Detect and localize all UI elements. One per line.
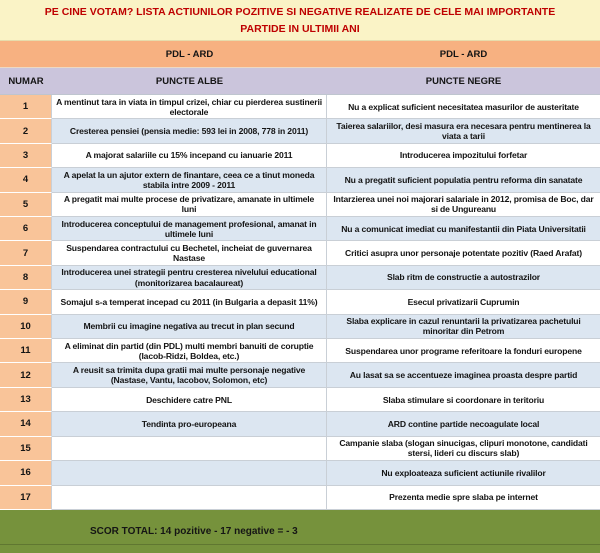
positive-point: A apelat la un ajutor extern de finantare, ceea ce a tinut moneda stabila intre 2009 - 2011	[52, 168, 327, 192]
positive-point: A eliminat din partid (din PDL) multi membri banuiti de coruptie (Iacob-Ridzi, Boldea, etc.)	[52, 339, 327, 363]
positive-point	[52, 437, 327, 461]
table-row	[0, 437, 600, 461]
column-header-negative: PUNCTE NEGRE	[425, 75, 502, 87]
negative-point: Nu exploateaza suficient actiunile rivalilor	[327, 461, 600, 485]
row-number: 14	[0, 412, 52, 436]
negative-point: ARD contine partide necoagulate local	[327, 412, 600, 436]
table-row	[0, 119, 600, 143]
score-total-label: SCOR TOTAL: 14 pozitive - 17 negative = - 3	[90, 526, 298, 537]
column-header-number: NUMAR	[8, 75, 44, 87]
negative-point: Critici asupra unor personaje potentate pozitiv (Raed Arafat)	[327, 241, 600, 265]
row-number: 10	[0, 315, 52, 339]
positive-point: Deschidere catre PNL	[52, 388, 327, 412]
row-number: 11	[0, 339, 52, 363]
positive-point: Membrii cu imagine negativa au trecut in plan secund	[52, 315, 327, 339]
row-number: 15	[0, 437, 52, 461]
positive-point: Introducerea unei strategii pentru cresterea nivelului educational (monitorizarea bacalaureat)	[52, 266, 327, 290]
table-row	[0, 339, 600, 363]
row-number: 6	[0, 217, 52, 241]
row-number: 12	[0, 363, 52, 387]
negative-point: Intarzierea unei noi majorari salariale in 2012, promisa de Boc, dar si de Ungureanu	[327, 193, 600, 217]
positive-point: A majorat salariile cu 15% incepand cu ianuarie 2011	[52, 144, 327, 168]
party-header-right: PDL - ARD	[439, 48, 488, 60]
row-number: 17	[0, 486, 52, 510]
table-row	[0, 144, 600, 168]
negative-point: Esecul privatizarii Cuprumin	[327, 290, 600, 314]
column-header-row	[0, 68, 600, 95]
table-row	[0, 486, 600, 510]
row-number: 16	[0, 461, 52, 485]
table-row	[0, 95, 600, 119]
score-total-bar	[0, 510, 600, 553]
negative-point: Nu a comunicat imediat cu manifestantii din Piata Universitatii	[327, 217, 600, 241]
row-number: 5	[0, 193, 52, 217]
table-row	[0, 290, 600, 314]
table-row	[0, 266, 600, 290]
row-number: 4	[0, 168, 52, 192]
row-number: 3	[0, 144, 52, 168]
row-number: 13	[0, 388, 52, 412]
negative-point: Slab ritm de constructie a autostrazilor	[327, 266, 600, 290]
positive-point: A reusit sa trimita dupa gratii mai multe personaje negative (Nastase, Vantu, Iacobov, Solomon, etc)	[52, 363, 327, 387]
positive-point: Introducerea conceptului de management profesional, amanat in ultimele luni	[52, 217, 327, 241]
page-title-line1: PE CINE VOTAM? LISTA ACTIUNILOR POZITIVE SI NEGATIVE REALIZATE DE CELE MAI IMPORTANTE	[44, 6, 556, 19]
table-row	[0, 412, 600, 436]
table-row	[0, 363, 600, 387]
negative-point: Nu a pregatit suficient populatia pentru reforma din sanatate	[327, 168, 600, 192]
table-body	[0, 95, 600, 510]
positive-point: Tendinta pro-europeana	[52, 412, 327, 436]
page-title-line2: PARTIDE IN ULTIMII ANI	[240, 22, 360, 35]
table-row	[0, 193, 600, 217]
negative-point: Slaba stimulare si coordonare in teritoriu	[327, 388, 600, 412]
negative-point: Introducerea impozitului forfetar	[327, 144, 600, 168]
negative-point: Slaba explicare in cazul renuntarii la privatizarea pachetului minoritar din Petrom	[327, 315, 600, 339]
negative-point: Taierea salariilor, desi masura era necesara pentru mentinerea la viata a tarii	[327, 119, 600, 143]
negative-point: Suspendarea unor programe referitoare la fonduri europene	[327, 339, 600, 363]
row-number: 2	[0, 119, 52, 143]
party-header-spacer	[0, 41, 52, 67]
table-row	[0, 168, 600, 192]
negative-point: Au lasat sa se accentueze imaginea proasta despre partid	[327, 363, 600, 387]
column-header-positive: PUNCTE ALBE	[155, 75, 224, 87]
negative-point: Prezenta medie spre slaba pe internet	[327, 486, 600, 510]
table-row	[0, 461, 600, 485]
row-number: 9	[0, 290, 52, 314]
party-header-row	[0, 41, 600, 68]
positive-point: A pregatit mai multe procese de privatizare, amanate in ultimele luni	[52, 193, 327, 217]
positive-point	[52, 486, 327, 510]
page-title	[0, 0, 600, 41]
row-number: 1	[0, 95, 52, 119]
row-number: 8	[0, 266, 52, 290]
positive-point: Suspendarea contractului cu Bechetel, incheiat de guvernarea Nastase	[52, 241, 327, 265]
negative-point: Campanie slaba (slogan sinucigas, clipuri monotone, candidati stersi, lideri cu discurs slab)	[327, 437, 600, 461]
positive-point	[52, 461, 327, 485]
table-row	[0, 217, 600, 241]
table-row	[0, 315, 600, 339]
row-number: 7	[0, 241, 52, 265]
positive-point: A mentinut tara in viata in timpul crizei, chiar cu pierderea sustinerii electorale	[52, 95, 327, 119]
party-header-left: PDL - ARD	[165, 48, 214, 60]
table-row	[0, 241, 600, 265]
positive-point: Cresterea pensiei (pensia medie: 593 lei in 2008, 778 in 2011)	[52, 119, 327, 143]
positive-point: Somajul s-a temperat incepad cu 2011 (in Bulgaria a depasit 11%)	[52, 290, 327, 314]
table-row	[0, 388, 600, 412]
negative-point: Nu a explicat suficient necesitatea masurilor de austeritate	[327, 95, 600, 119]
